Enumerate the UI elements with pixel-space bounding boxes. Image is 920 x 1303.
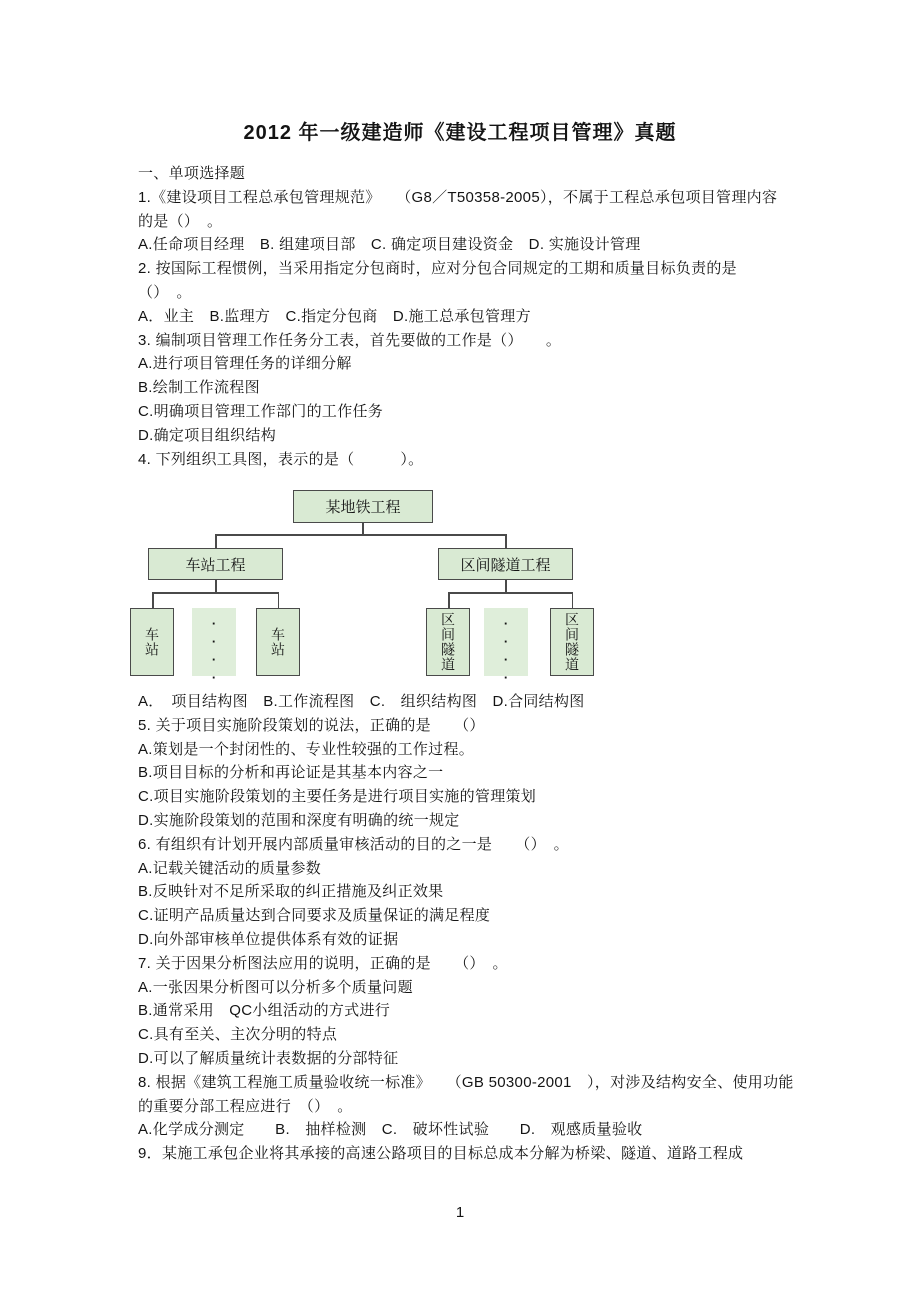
question-7-option-c: C.具有至关、主次分明的特点 bbox=[138, 1026, 338, 1044]
question-5-option-d: D.实施阶段策划的范围和深度有明确的统一规定 bbox=[138, 811, 460, 829]
question-8-options: A.化学成分测定 B. 抽样检测 C. 破坏性试验 D. 观感质量验收 bbox=[138, 1121, 643, 1139]
connector-left-leaf1 bbox=[152, 592, 154, 608]
diagram-leaf-tunnel-1 bbox=[426, 608, 470, 676]
diagram-leaf-label: 区间隧道 bbox=[564, 612, 580, 672]
question-2-options: A．业主 B.监理方 C.指定分包商 D.施工总承包管理方 bbox=[138, 307, 531, 325]
connector-root-down bbox=[362, 523, 364, 534]
question-3-option-a: A.进行项目管理任务的详细分解 bbox=[138, 355, 352, 373]
question-5-option-a: A.策划是一个封闭性的、专业性较强的工作过程。 bbox=[138, 740, 475, 758]
question-4-options: A． 项目结构图 B.工作流程图 C. 组织结构图 D.合同结构图 bbox=[138, 693, 585, 710]
connector-branch-right-up bbox=[505, 534, 507, 548]
diagram-leaf-tunnel-ellipsis bbox=[484, 608, 528, 688]
question-3-stem: 3. 编制项目管理工作任务分工表，首先要做的工作是（） 。 bbox=[138, 331, 562, 349]
question-6-stem: 6. 有组织有计划开展内部质量审核活动的目的之一是 （） 。 bbox=[138, 835, 569, 853]
diagram-leaf-label: 区间隧道 bbox=[440, 612, 456, 672]
diagram-root-label: 某地铁工程 bbox=[325, 499, 401, 516]
question-1-options: A.任命项目经理 B. 组建项目部 C. 确定项目建设资金 D. 实施设计管理 bbox=[138, 236, 641, 254]
question-3-option-d: D.确定项目组织结构 bbox=[138, 426, 277, 444]
question-6-option-d: D.向外部审核单位提供体系有效的证据 bbox=[138, 930, 399, 948]
question-6-option-c: C.证明产品质量达到合同要求及质量保证的满足程度 bbox=[138, 907, 491, 925]
diagram-branch-tunnel-works bbox=[438, 548, 573, 580]
diagram-root-box bbox=[293, 490, 433, 523]
connector-right-leaf3 bbox=[572, 592, 574, 608]
question-3-option-b: B.绘制工作流程图 bbox=[138, 379, 260, 397]
connector-right-horizontal bbox=[448, 592, 573, 594]
connector-level2-horizontal bbox=[215, 534, 506, 536]
question-6-option-a: A.记载关键活动的质量参数 bbox=[138, 859, 322, 877]
diagram-leaf-station-1 bbox=[130, 608, 174, 676]
question-9-stem: 9．某施工承包企业将其承接的高速公路项目的目标总成本分解为桥梁、隧道、道路工程成 bbox=[138, 1145, 744, 1163]
connector-left-horizontal bbox=[152, 592, 279, 594]
diagram-leaf-station-2 bbox=[256, 608, 300, 676]
question-1-stem-cont: 的是（） 。 bbox=[138, 212, 223, 230]
questions-text-bottom bbox=[138, 690, 818, 1166]
page-title: 2012 年一级建造师《建设工程项目管理》真题 bbox=[243, 122, 677, 144]
connector-right-leaf1 bbox=[448, 592, 450, 608]
diagram-leaf-station-ellipsis bbox=[192, 608, 236, 688]
question-7-option-b: B.通常采用 QC小组活动的方式进行 bbox=[138, 1002, 391, 1020]
diagram-branch-left-label: 车站工程 bbox=[185, 556, 246, 574]
ellipsis-dots: ···· bbox=[498, 616, 514, 688]
question-2-stem: 2. 按国际工程惯例，当采用指定分包商时，应对分包合同规定的工期和质量目标负责的是 bbox=[138, 260, 737, 278]
diagram-leaf-label: 车站 bbox=[270, 627, 286, 657]
question-8-stem: 8. 根据《建筑工程施工质量验收统一标准》 （GB 50300-2001 ），对涉及结构安全、使用功能 bbox=[138, 1073, 794, 1091]
page-number: 1 bbox=[455, 1204, 465, 1221]
connector-branch-left-up bbox=[215, 534, 217, 548]
question-1-stem: 1.《建设项目工程总承包管理规范》 （G8／T50358-2005），不属于工程总承包项目管理内容 bbox=[138, 188, 778, 206]
question-7-option-a: A.一张因果分析图可以分析多个质量问题 bbox=[138, 978, 413, 996]
question-7-option-d: D.可以了解质量统计表数据的分部特征 bbox=[138, 1049, 399, 1067]
question-4-stem: 4. 下列组织工具图，表示的是（ ）。 bbox=[138, 450, 424, 468]
question-2-stem-cont: （） 。 bbox=[138, 283, 192, 301]
section-heading: 一、单项选择题 bbox=[138, 165, 246, 182]
diagram-branch-right-label: 区间隧道工程 bbox=[460, 556, 551, 574]
connector-left-leaf3 bbox=[278, 592, 280, 608]
question-8-stem-cont: 的重要分部工程应进行 （） 。 bbox=[138, 1097, 353, 1115]
ellipsis-dots: ···· bbox=[206, 616, 222, 688]
connector-right-down bbox=[505, 580, 507, 592]
question-5-option-b: B.项目目标的分析和再论证是其基本内容之一 bbox=[138, 764, 444, 782]
connector-left-down bbox=[215, 580, 217, 592]
question-6-option-b: B.反映针对不足所采取的纠正措施及纠正效果 bbox=[138, 883, 444, 901]
question-7-stem: 7. 关于因果分析图法应用的说明，正确的是 （） 。 bbox=[138, 954, 508, 972]
question-5-stem: 5. 关于项目实施阶段策划的说法，正确的是 （） bbox=[138, 716, 485, 734]
diagram-leaf-label: 车站 bbox=[144, 627, 160, 657]
diagram-leaf-tunnel-2 bbox=[550, 608, 594, 676]
question-5-option-c: C.项目实施阶段策划的主要任务是进行项目实施的管理策划 bbox=[138, 788, 537, 806]
question-3-option-c: C.明确项目管理工作部门的工作任务 bbox=[138, 402, 384, 420]
diagram-branch-station-works bbox=[148, 548, 283, 580]
